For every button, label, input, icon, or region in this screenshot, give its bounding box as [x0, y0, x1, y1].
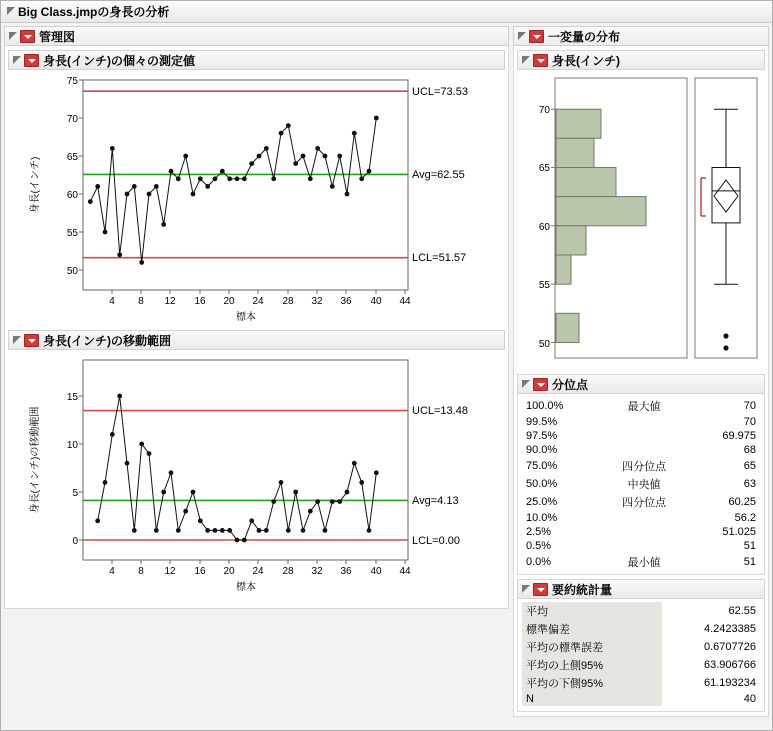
quantiles-header[interactable] [517, 374, 765, 394]
table-row [522, 620, 760, 638]
svg-text:36: 36 [340, 566, 352, 577]
distribution-outer-body [513, 46, 769, 717]
svg-text:10: 10 [66, 440, 78, 451]
quantile-label [600, 415, 689, 429]
svg-text:50: 50 [538, 339, 550, 350]
disclosure-triangle-icon[interactable] [518, 32, 527, 41]
quantile-value: 70 [743, 400, 756, 412]
svg-text:8: 8 [138, 566, 144, 577]
svg-text:4: 4 [109, 296, 115, 307]
svg-text:70: 70 [538, 105, 550, 116]
summary-value: 40 [743, 693, 756, 705]
quantile-value: 63 [743, 478, 756, 490]
table-row [522, 429, 760, 443]
table-row [522, 443, 760, 457]
quantile-pct: 75.0% [526, 460, 558, 472]
svg-text:標本: 標本 [236, 582, 256, 593]
svg-text:70: 70 [66, 114, 78, 125]
svg-text:5: 5 [72, 488, 78, 499]
histogram-header[interactable] [517, 50, 765, 70]
svg-text:12: 12 [164, 566, 176, 577]
summary-value: 0.6707726 [704, 641, 756, 653]
red-triangle-menu-icon[interactable] [533, 583, 548, 596]
quantile-label [600, 443, 689, 457]
quantile-label [600, 429, 689, 443]
svg-text:16: 16 [194, 296, 206, 307]
summary-label: 平均の下側95% [522, 674, 662, 692]
table-row [522, 602, 760, 620]
red-triangle-menu-icon[interactable] [24, 54, 39, 67]
svg-text:Avg=62.55: Avg=62.55 [412, 169, 465, 181]
svg-text:20: 20 [223, 296, 235, 307]
quantile-pct: 10.0% [526, 512, 558, 524]
distribution-outer-header[interactable] [513, 26, 769, 46]
summary-header[interactable] [517, 579, 765, 599]
quantile-label: 中央値 [627, 479, 661, 491]
disclosure-triangle-icon[interactable] [13, 56, 22, 65]
control-chart-outer-title: 管理図 [39, 29, 76, 44]
quantile-pct: 0.5% [526, 540, 552, 552]
quantile-pct: 25.0% [526, 496, 558, 508]
svg-text:16: 16 [194, 566, 206, 577]
quantile-value: 69.975 [722, 430, 756, 442]
control-chart-column [4, 26, 509, 609]
quantile-value: 51.025 [722, 526, 756, 538]
red-triangle-menu-icon[interactable] [533, 378, 548, 391]
svg-text:15: 15 [66, 392, 78, 403]
summary-rows [522, 602, 760, 706]
svg-text:4: 4 [109, 566, 115, 577]
svg-text:LCL=51.57: LCL=51.57 [412, 252, 467, 264]
svg-text:65: 65 [66, 152, 78, 163]
svg-text:55: 55 [538, 280, 550, 291]
summary-label: 標準偏差 [522, 620, 662, 638]
control-chart-outer-header[interactable] [4, 26, 509, 46]
quantiles-title: 分位点 [552, 377, 589, 392]
svg-text:UCL=73.53: UCL=73.53 [412, 86, 468, 98]
individuals-chart-title: 身長(インチ)の個々の測定値 [43, 53, 195, 68]
disclosure-triangle-icon[interactable] [7, 7, 16, 16]
individuals-chart [8, 70, 505, 326]
quantiles-table [522, 397, 760, 571]
quantile-pct: 50.0% [526, 478, 558, 490]
summary-table [522, 602, 760, 706]
disclosure-triangle-icon[interactable] [9, 32, 18, 41]
table-row [522, 493, 760, 511]
disclosure-triangle-icon[interactable] [13, 336, 22, 345]
svg-text:55: 55 [66, 228, 78, 239]
red-triangle-menu-icon[interactable] [533, 54, 548, 67]
table-row [522, 397, 760, 415]
svg-text:28: 28 [282, 296, 294, 307]
quantile-value: 70 [743, 416, 756, 428]
summary-body [517, 599, 765, 712]
quantiles-rows [522, 397, 760, 571]
disclosure-triangle-icon[interactable] [522, 380, 531, 389]
moving-range-chart-title: 身長(インチ)の移動範囲 [43, 333, 171, 348]
svg-text:0: 0 [72, 536, 78, 547]
svg-text:60: 60 [66, 190, 78, 201]
distribution-column [513, 26, 769, 717]
quantile-pct: 100.0% [526, 400, 564, 412]
quantile-pct: 90.0% [526, 444, 558, 456]
quantile-value: 65 [743, 460, 756, 472]
moving-range-chart-header[interactable] [8, 330, 505, 350]
svg-text:24: 24 [252, 566, 264, 577]
table-row [522, 525, 760, 539]
red-triangle-menu-icon[interactable] [529, 30, 544, 43]
summary-value: 63.906766 [704, 659, 756, 671]
summary-label: 平均の標準誤差 [522, 638, 662, 656]
summary-value: 4.2423385 [704, 623, 756, 635]
svg-text:75: 75 [66, 76, 78, 87]
quantiles-body [517, 394, 765, 575]
summary-value: 61.193234 [704, 677, 756, 689]
svg-text:32: 32 [311, 296, 323, 307]
quantile-pct: 99.5% [526, 416, 558, 428]
control-chart-outer-body [4, 46, 509, 609]
quantile-value: 56.2 [734, 512, 756, 524]
svg-text:24: 24 [252, 296, 264, 307]
red-triangle-menu-icon[interactable] [24, 334, 39, 347]
quantile-pct: 97.5% [526, 430, 558, 442]
svg-text:40: 40 [370, 566, 382, 577]
svg-text:36: 36 [340, 296, 352, 307]
table-row [522, 457, 760, 475]
svg-text:44: 44 [399, 566, 411, 577]
svg-text:32: 32 [311, 566, 323, 577]
table-row [522, 475, 760, 493]
table-row [522, 553, 760, 571]
svg-text:44: 44 [399, 296, 411, 307]
quantile-value: 51 [743, 556, 756, 568]
svg-text:28: 28 [282, 566, 294, 577]
moving-range-chart [8, 350, 505, 602]
red-triangle-menu-icon[interactable] [20, 30, 35, 43]
quantile-label: 最大値 [627, 401, 661, 413]
summary-label: 平均の上側95% [522, 656, 662, 674]
quantile-pct: 0.0% [526, 556, 552, 568]
window-titlebar [1, 1, 772, 23]
svg-text:65: 65 [538, 163, 550, 174]
quantile-pct: 2.5% [526, 526, 552, 538]
svg-text:8: 8 [138, 296, 144, 307]
table-row [522, 674, 760, 692]
summary-value: 62.55 [728, 605, 756, 617]
svg-text:LCL=0.00: LCL=0.00 [412, 535, 461, 547]
quantile-label: 四分位点 [622, 461, 667, 473]
svg-text:60: 60 [538, 222, 550, 233]
table-row [522, 511, 760, 525]
quantile-label: 最小値 [627, 557, 661, 569]
quantile-label [600, 525, 689, 539]
disclosure-triangle-icon[interactable] [522, 56, 531, 65]
quantile-value: 60.25 [728, 496, 756, 508]
quantile-value: 68 [743, 444, 756, 456]
disclosure-triangle-icon[interactable] [522, 585, 531, 594]
individuals-chart-header[interactable] [8, 50, 505, 70]
summary-label: N [522, 692, 662, 706]
svg-text:標本: 標本 [236, 312, 256, 323]
distribution-outer-title: 一変量の分布 [548, 29, 621, 44]
quantile-value: 51 [743, 540, 756, 552]
svg-text:身長(インチ)の移動範囲: 身長(インチ)の移動範囲 [30, 406, 41, 514]
window-title: Big Class.jmpの身長の分析 [18, 5, 170, 19]
svg-text:UCL=13.48: UCL=13.48 [412, 405, 468, 417]
quantile-label [600, 511, 689, 525]
table-row [522, 638, 760, 656]
svg-text:12: 12 [164, 296, 176, 307]
quantile-label: 四分位点 [622, 497, 667, 509]
table-row [522, 692, 760, 706]
svg-text:40: 40 [370, 296, 382, 307]
svg-text:20: 20 [223, 566, 235, 577]
table-row [522, 539, 760, 553]
svg-text:50: 50 [66, 266, 78, 277]
quantile-label [600, 539, 689, 553]
table-row [522, 415, 760, 429]
summary-label: 平均 [522, 602, 662, 620]
histogram-title: 身長(インチ) [552, 53, 620, 68]
summary-title: 要約統計量 [552, 582, 613, 597]
histogram-and-boxplot [517, 70, 765, 370]
svg-text:Avg=4.13: Avg=4.13 [412, 495, 459, 507]
table-row [522, 656, 760, 674]
svg-text:身長(インチ): 身長(インチ) [30, 156, 41, 214]
